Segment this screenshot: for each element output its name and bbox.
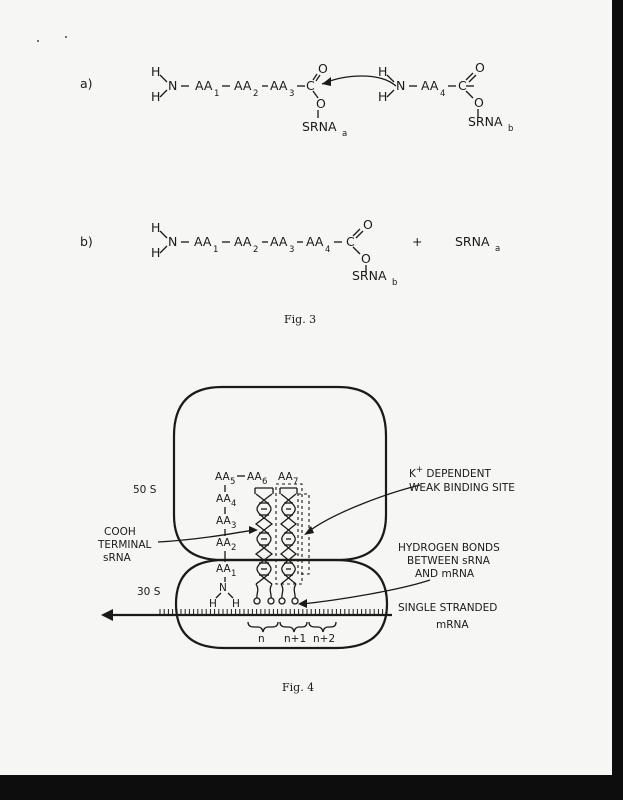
fig3a-h2-bottom: H bbox=[378, 89, 388, 104]
fig3a-srna-a-sub: a bbox=[342, 129, 348, 139]
pointer-weak-binding bbox=[308, 485, 420, 532]
fig3b-aa2: AA bbox=[234, 234, 252, 249]
fig3a-aa3: AA bbox=[270, 78, 288, 93]
fig3b-aa4-sub: 4 bbox=[325, 245, 331, 255]
chain-n-atom: N bbox=[219, 582, 227, 594]
fig3b-aa1-sub: 1 bbox=[213, 245, 219, 255]
label-terminal: TERMINAL bbox=[98, 539, 152, 551]
fig3a-h-top: H bbox=[151, 64, 161, 79]
fig3-reaction-a bbox=[80, 60, 513, 139]
codon-brace-n bbox=[248, 622, 278, 632]
fig3a-o-double: O bbox=[318, 61, 328, 76]
fig3a-n: N bbox=[168, 78, 178, 93]
codon-brace-n2 bbox=[309, 622, 336, 632]
fig3a-c2: C bbox=[458, 78, 467, 93]
codon-label-n1: n+1 bbox=[284, 633, 307, 645]
srna-helix-1 bbox=[254, 488, 274, 604]
fig3b-aa3: AA bbox=[270, 234, 288, 249]
fig3a-o2-double: O bbox=[475, 60, 485, 75]
chain-aa4: AA bbox=[216, 493, 231, 505]
chain-aa6-sub: 6 bbox=[262, 477, 268, 487]
fig3b-n: N bbox=[168, 234, 178, 249]
fig3b-free-srna-sub: a bbox=[495, 244, 501, 254]
fig3a-o2-single: O bbox=[474, 95, 484, 110]
fig3b-aa3-sub: 3 bbox=[289, 245, 295, 255]
fig3b-aa1: AA bbox=[194, 234, 212, 249]
fig3a-srna-a: SRNA bbox=[302, 119, 337, 134]
chain-aa3: AA bbox=[216, 515, 231, 527]
chain-aa6: AA bbox=[247, 471, 262, 483]
fig4-ribosome bbox=[97, 387, 515, 648]
fig3a-srna-b-sub: b bbox=[508, 124, 514, 134]
label-hbonds-2: BETWEEN sRNA bbox=[407, 555, 490, 567]
fig3a-c: C bbox=[306, 78, 315, 93]
fig3a-srna-b: SRNA bbox=[468, 114, 503, 129]
codon-label-n2: n+2 bbox=[313, 633, 336, 645]
label-mrna: mRNA bbox=[436, 619, 469, 631]
label-hbonds-3: AND mRNA bbox=[415, 568, 475, 580]
pointer-cooh-srna bbox=[158, 530, 254, 542]
chain-aa7: AA bbox=[278, 471, 293, 483]
label-single-stranded: SINGLE STRANDED bbox=[398, 602, 498, 614]
fig3b-h-top: H bbox=[151, 220, 161, 235]
chain-aa3-sub: 3 bbox=[231, 521, 237, 531]
label-hbonds-1: HYDROGEN BONDS bbox=[398, 542, 500, 554]
mrna-direction-arrow bbox=[101, 609, 113, 621]
fig3a-n2: N bbox=[396, 78, 406, 93]
fig3-reaction-b bbox=[80, 217, 500, 288]
label-weak-binding-site: WEAK BINDING SITE bbox=[409, 482, 515, 494]
chain-h-left: H bbox=[209, 598, 217, 610]
fig3b-c: C bbox=[346, 234, 355, 249]
fig3-caption: Fig. 3 bbox=[284, 313, 317, 326]
fig3a-aa3-sub: 3 bbox=[289, 89, 295, 99]
chain-aa7-sub: 7 bbox=[293, 477, 299, 487]
fig3a-aa1: AA bbox=[195, 78, 213, 93]
fig3a-label: a) bbox=[80, 76, 93, 91]
fig4-caption: Fig. 4 bbox=[282, 681, 315, 694]
chain-aa1: AA bbox=[216, 563, 231, 575]
fig3b-free-srna: SRNA bbox=[455, 234, 490, 249]
fig3b-aa4: AA bbox=[306, 234, 324, 249]
srna-helix-2 bbox=[279, 488, 298, 604]
chain-h-right: H bbox=[232, 598, 240, 610]
pointer-hbonds bbox=[302, 580, 430, 604]
chain-aa4-sub: 4 bbox=[231, 499, 237, 509]
fig3b-aa2-sub: 2 bbox=[253, 245, 259, 255]
fig3a-aa4-sub: 4 bbox=[440, 89, 446, 99]
fig3b-label: b) bbox=[80, 234, 93, 249]
chain-aa5-sub: 5 bbox=[230, 477, 236, 487]
chain-aa1-sub: 1 bbox=[231, 569, 237, 579]
fig3b-plus: + bbox=[412, 234, 423, 249]
fig3a-o-single: O bbox=[316, 96, 326, 111]
label-50s: 50 S bbox=[133, 484, 157, 496]
label-srna: sRNA bbox=[103, 552, 131, 564]
chain-aa2-sub: 2 bbox=[231, 543, 237, 553]
fig3a-h2-top: H bbox=[378, 64, 388, 79]
label-cooh: COOH bbox=[104, 526, 136, 538]
fig3a-aa2: AA bbox=[234, 78, 252, 93]
fig3a-aa1-sub: 1 bbox=[214, 89, 220, 99]
mrna-nucleotide-ticks bbox=[160, 609, 387, 615]
fig3b-h-bottom: H bbox=[151, 245, 161, 260]
fig3b-srna-b-sub: b bbox=[392, 278, 398, 288]
fig3a-aa2-sub: 2 bbox=[253, 89, 259, 99]
label-k-dependent: K+ DEPENDENT bbox=[409, 465, 491, 480]
label-30s: 30 S bbox=[137, 586, 161, 598]
chain-aa2: AA bbox=[216, 537, 231, 549]
fig3b-o-double: O bbox=[363, 217, 373, 232]
chain-aa5: AA bbox=[215, 471, 230, 483]
codon-label-n: n bbox=[258, 633, 265, 645]
fig3a-aa4: AA bbox=[421, 78, 439, 93]
fig3b-o-single: O bbox=[361, 251, 371, 266]
codon-brace-n1 bbox=[280, 622, 307, 632]
fig3b-srna-b: SRNA bbox=[352, 268, 387, 283]
fig3a-h-bottom: H bbox=[151, 89, 161, 104]
